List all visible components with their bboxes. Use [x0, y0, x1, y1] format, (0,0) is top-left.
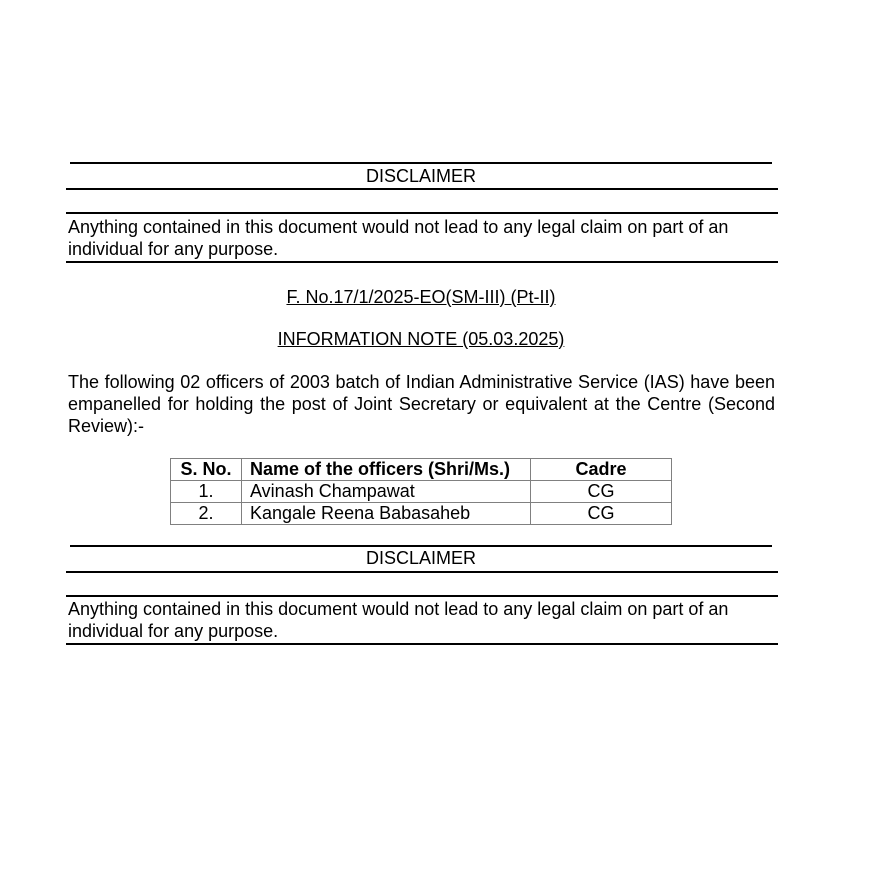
bottom-disclaimer-line-2: individual for any purpose.: [68, 621, 279, 641]
top-disclaimer-title: DISCLAIMER: [365, 166, 477, 186]
row-1-cadre: CG: [531, 481, 672, 503]
header-name: Name of the officers (Shri/Ms.): [242, 459, 531, 481]
row-2-sno: 2.: [171, 503, 242, 525]
table-header-row: [171, 459, 672, 481]
information-note-text: INFORMATION NOTE (05.03.2025): [277, 329, 565, 349]
top-disclaimer-rule-3: [66, 212, 778, 214]
officers-table: [170, 458, 672, 525]
file-number: [66, 286, 776, 308]
header-cadre: Cadre: [531, 459, 672, 481]
body-paragraph: The following 02 officers of 2003 batch of Indian Administrative Service (IAS) have been empanelled for holding the post of Joint Secretary or equivalent at the Centre (Second Review):-: [68, 372, 775, 436]
bottom-disclaimer-text: [68, 598, 778, 642]
table-row: [171, 481, 672, 503]
bottom-disclaimer-rule-2: [66, 571, 778, 573]
top-disclaimer-rule-2: [66, 188, 778, 190]
bottom-disclaimer-rule-3: [66, 595, 778, 597]
top-disclaimer-rule-4: [66, 261, 778, 263]
row-2-name: Kangale Reena Babasaheb: [242, 503, 531, 525]
top-disclaimer-line-2: individual for any purpose.: [68, 239, 279, 259]
top-disclaimer-line-1: Anything contained in this document would not lead to any legal claim on part of an: [68, 217, 729, 237]
row-1-sno: 1.: [171, 481, 242, 503]
top-disclaimer-rule-1: [70, 162, 772, 164]
top-disclaimer-text: [68, 216, 778, 260]
bottom-disclaimer-rule-4: [66, 643, 778, 645]
information-note-title: [66, 328, 776, 350]
file-number-text: F. No.17/1/2025-EO(SM-III) (Pt-II): [286, 287, 556, 307]
row-1-name: Avinash Champawat: [242, 481, 531, 503]
table-row: [171, 503, 672, 525]
bottom-disclaimer-title: DISCLAIMER: [365, 548, 477, 568]
row-2-cadre: CG: [531, 503, 672, 525]
bottom-disclaimer-line-1: Anything contained in this document would not lead to any legal claim on part of an: [68, 599, 729, 619]
header-sno: S. No.: [171, 459, 242, 481]
